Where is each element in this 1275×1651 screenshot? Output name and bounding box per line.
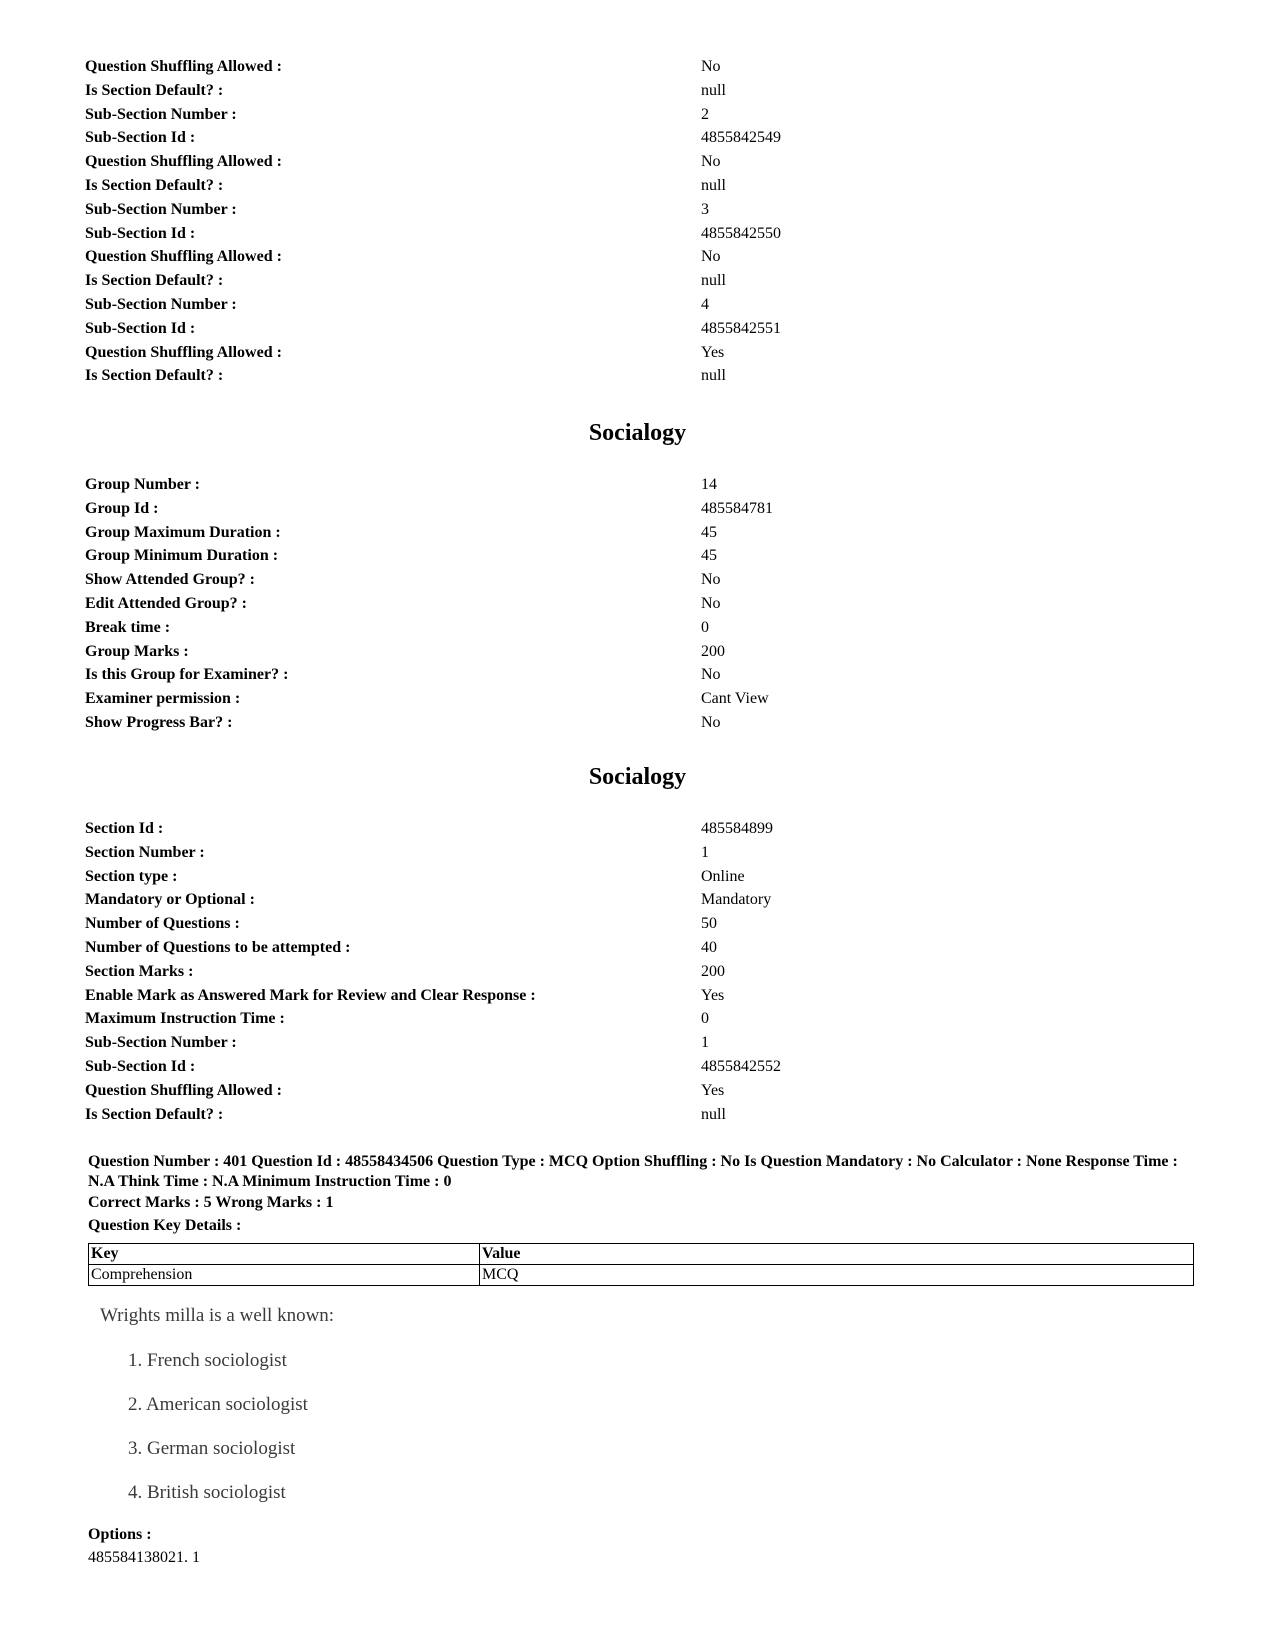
- detail-row: [85, 616, 1185, 640]
- detail-row: [85, 198, 1185, 222]
- question-header: Question Number : 401 Question Id : 48558434506 Question Type : MCQ Option Shuffling : No Is Question Mandatory : No Calculator : None Response Time : N.A Think Time : N.A Minimum Instruction Time : 0: [88, 1153, 1178, 1190]
- detail-row: [85, 841, 1185, 865]
- detail-value: 4855842552: [701, 1057, 781, 1075]
- detail-value: 200: [701, 962, 725, 980]
- detail-row: [85, 1007, 1185, 1031]
- detail-key: Number of Questions to be attempted :: [85, 938, 351, 956]
- detail-value: Cant View: [701, 690, 769, 708]
- detail-row: [85, 592, 1185, 616]
- detail-value: null: [701, 81, 726, 99]
- detail-value: 3: [701, 200, 709, 218]
- key-table-header-key: Key: [89, 1244, 480, 1265]
- detail-row: [85, 544, 1185, 568]
- detail-value: 45: [701, 523, 717, 541]
- detail-key: Question Shuffling Allowed :: [85, 248, 282, 266]
- detail-key: Mandatory or Optional :: [85, 891, 255, 909]
- detail-row: [85, 984, 1185, 1008]
- detail-value: Yes: [701, 1081, 725, 1099]
- detail-key: Group Id :: [85, 499, 159, 517]
- detail-value: null: [701, 272, 726, 290]
- detail-key: Is Section Default? :: [85, 176, 224, 194]
- detail-value: Yes: [701, 343, 725, 361]
- detail-row: [85, 865, 1185, 889]
- detail-row: [85, 1079, 1185, 1103]
- detail-row: [85, 473, 1185, 497]
- detail-row: [85, 293, 1185, 317]
- detail-key: Show Attended Group? :: [85, 571, 255, 589]
- detail-value: 4855842550: [701, 224, 781, 242]
- detail-value: 2: [701, 105, 709, 123]
- detail-key: Number of Questions :: [85, 915, 240, 933]
- question-key-details-label: Question Key Details :: [88, 1217, 242, 1234]
- detail-key: Sub-Section Id :: [85, 1057, 196, 1075]
- detail-row: [85, 497, 1185, 521]
- detail-value: null: [701, 367, 726, 385]
- detail-key: Group Marks :: [85, 642, 189, 660]
- detail-key: Is Section Default? :: [85, 272, 224, 290]
- detail-value: 200: [701, 642, 725, 660]
- detail-value: 4855842549: [701, 129, 781, 147]
- detail-row: [85, 364, 1185, 388]
- detail-key: Section type :: [85, 867, 178, 885]
- detail-key: Question Shuffling Allowed :: [85, 1081, 282, 1099]
- top-subsection-details: [85, 55, 1185, 388]
- detail-value: 1: [701, 1034, 709, 1052]
- detail-value: null: [701, 1105, 726, 1123]
- detail-row: [85, 936, 1185, 960]
- detail-key: Section Number :: [85, 843, 205, 861]
- detail-value: No: [701, 571, 721, 589]
- detail-value: 485584899: [701, 820, 773, 837]
- key-table-cell-key: Comprehension: [89, 1265, 480, 1286]
- detail-value: Yes: [701, 986, 725, 1004]
- group-details: [85, 473, 1185, 735]
- detail-row: [85, 174, 1185, 198]
- detail-value: null: [701, 176, 726, 194]
- group-heading: Socialogy: [588, 420, 687, 446]
- detail-row: [85, 640, 1185, 664]
- detail-row: [85, 888, 1185, 912]
- question-key-table: [88, 1243, 1194, 1286]
- detail-key: Sub-Section Number :: [85, 1034, 237, 1052]
- detail-key: Question Shuffling Allowed :: [85, 343, 282, 361]
- detail-value: 45: [701, 547, 717, 565]
- detail-row: [85, 1055, 1185, 1079]
- detail-value: No: [701, 666, 721, 684]
- key-table-header-value: Value: [480, 1244, 1194, 1265]
- detail-row: [85, 568, 1185, 592]
- section-details: [85, 817, 1185, 1126]
- detail-key: Is Section Default? :: [85, 367, 224, 385]
- detail-key: Sub-Section Id :: [85, 129, 196, 147]
- detail-row: [85, 150, 1185, 174]
- detail-value: 0: [701, 618, 709, 636]
- detail-key: Group Number :: [85, 476, 200, 493]
- detail-key: Question Shuffling Allowed :: [85, 153, 282, 171]
- detail-value: 40: [701, 938, 717, 956]
- detail-value: Online: [701, 867, 745, 885]
- detail-row: [85, 1103, 1185, 1127]
- detail-row: [85, 245, 1185, 269]
- detail-key: Group Minimum Duration :: [85, 547, 279, 565]
- key-table-row: [89, 1265, 1194, 1286]
- detail-key: Question Shuffling Allowed :: [85, 58, 282, 75]
- detail-row: [85, 711, 1185, 735]
- detail-value: No: [701, 594, 721, 612]
- detail-key: Sub-Section Id :: [85, 224, 196, 242]
- choice-item: 3. German sociologist: [128, 1438, 296, 1459]
- key-table-header-row: [89, 1244, 1194, 1265]
- detail-value: 0: [701, 1010, 709, 1028]
- detail-key: Examiner permission :: [85, 690, 241, 708]
- detail-key: Maximum Instruction Time :: [85, 1010, 285, 1028]
- detail-value: 50: [701, 915, 717, 933]
- detail-key: Break time :: [85, 618, 171, 636]
- choice-item: 1. French sociologist: [128, 1350, 287, 1371]
- option-id: 485584138021. 1: [88, 1549, 200, 1566]
- detail-row: [85, 687, 1185, 711]
- detail-key: Is Section Default? :: [85, 1105, 224, 1123]
- detail-key: Is Section Default? :: [85, 81, 224, 99]
- detail-value: 4855842551: [701, 319, 781, 337]
- detail-key: Is this Group for Examiner? :: [85, 666, 289, 684]
- detail-row: [85, 817, 1185, 841]
- section-heading: Socialogy: [588, 764, 687, 790]
- detail-value: No: [701, 58, 721, 75]
- detail-row: [85, 341, 1185, 365]
- detail-row: [85, 663, 1185, 687]
- detail-row: [85, 317, 1185, 341]
- detail-value: 1: [701, 843, 709, 861]
- detail-row: [85, 222, 1185, 246]
- detail-value: 4: [701, 295, 709, 313]
- detail-key: Section Id :: [85, 820, 164, 837]
- detail-row: [85, 103, 1185, 127]
- detail-key: Sub-Section Number :: [85, 200, 237, 218]
- detail-key: Sub-Section Number :: [85, 295, 237, 313]
- detail-key: Sub-Section Number :: [85, 105, 237, 123]
- detail-key: Enable Mark as Answered Mark for Review and Clear Response :: [85, 986, 536, 1004]
- detail-row: [85, 269, 1185, 293]
- detail-row: [85, 521, 1185, 545]
- options-label: Options :: [88, 1526, 152, 1543]
- question-marks: Correct Marks : 5 Wrong Marks : 1: [88, 1194, 334, 1211]
- detail-value: No: [701, 153, 721, 171]
- choice-item: 4. British sociologist: [128, 1482, 286, 1503]
- choice-item: 2. American sociologist: [128, 1394, 308, 1415]
- detail-value: No: [701, 713, 721, 731]
- detail-key: Sub-Section Id :: [85, 319, 196, 337]
- detail-key: Section Marks :: [85, 962, 194, 980]
- detail-key: Show Progress Bar? :: [85, 713, 233, 731]
- detail-row: [85, 79, 1185, 103]
- detail-row: [85, 55, 1185, 79]
- question-text: Wrights milla is a well known:: [100, 1305, 335, 1326]
- key-table-cell-value: MCQ: [480, 1265, 1194, 1286]
- detail-value: 485584781: [701, 499, 773, 517]
- detail-row: [85, 1031, 1185, 1055]
- detail-key: Group Maximum Duration :: [85, 523, 281, 541]
- detail-value: No: [701, 248, 721, 266]
- detail-key: Edit Attended Group? :: [85, 594, 247, 612]
- detail-value: 14: [701, 476, 717, 493]
- detail-row: [85, 960, 1185, 984]
- detail-value: Mandatory: [701, 891, 772, 909]
- detail-row: [85, 912, 1185, 936]
- detail-row: [85, 126, 1185, 150]
